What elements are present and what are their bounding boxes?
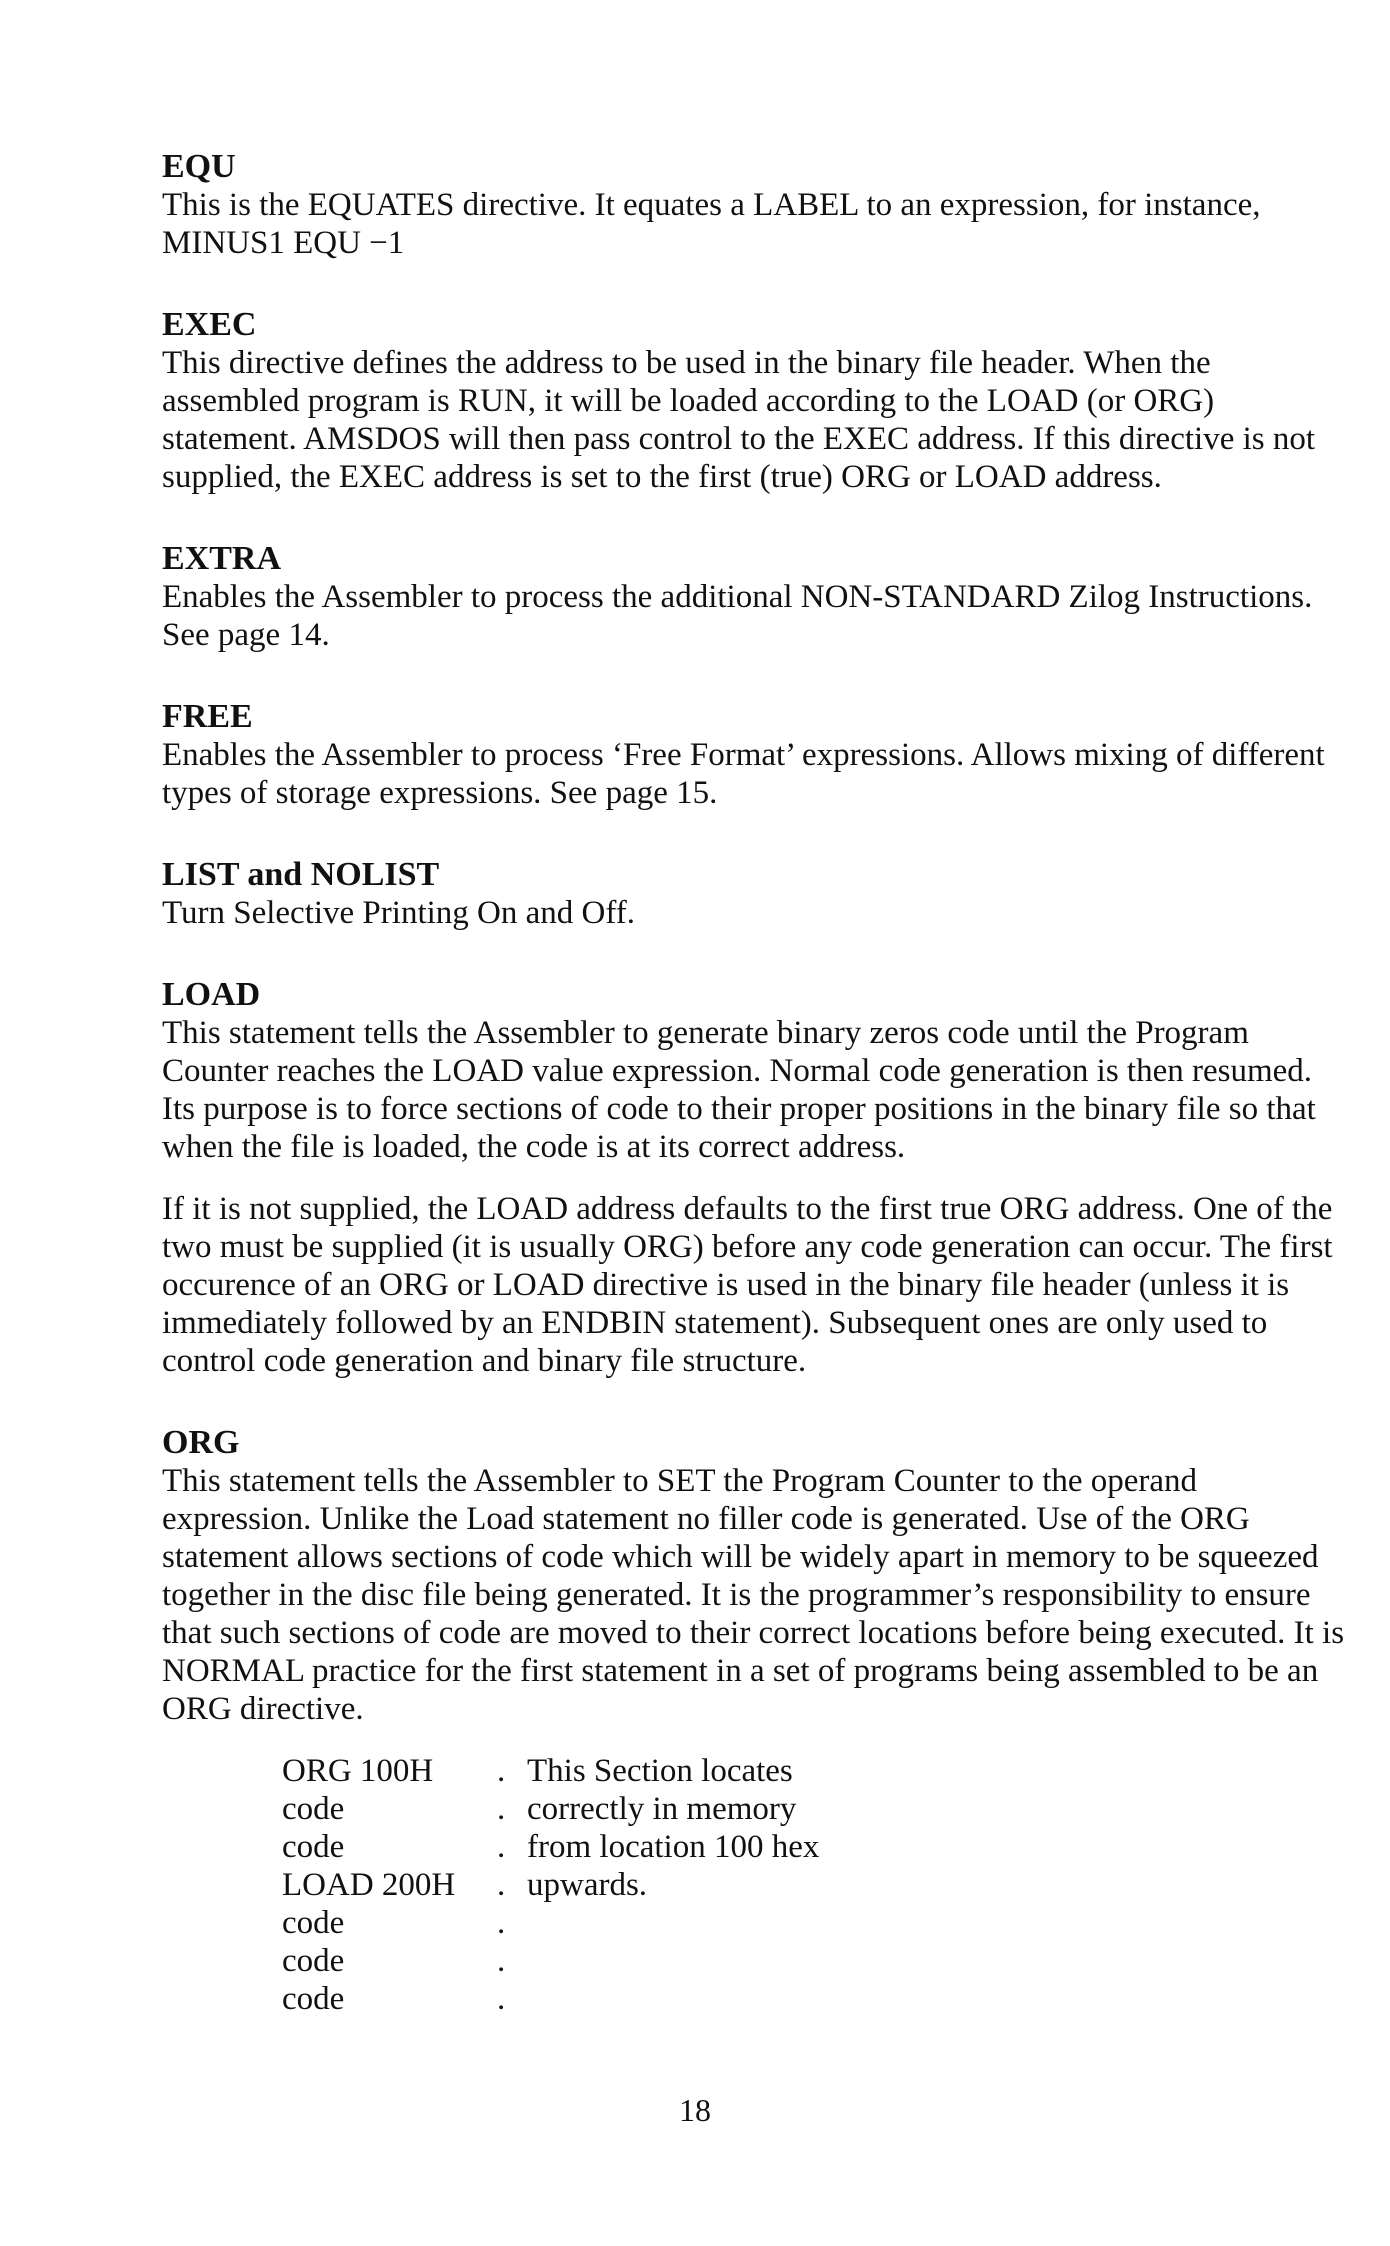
- code-line: [282, 1904, 1352, 1942]
- code-line: [282, 1942, 1352, 1980]
- section-paragraph: This statement tells the Assembler to SET the Program Counter to the operand expression. Unlike the Load statement no filler code is generated. Use of the ORG statement allows sections of code which will be widely apart in memory to be squeezed together in the disc file being generated. It is the programmer’s responsibility to ensure that such sections of code are moved to their correct locations before being executed. It is NORMAL practice for the first statement in a set of programs being assembled to be an ORG directive.: [162, 1463, 1345, 1727]
- section-paragraph: This is the EQUATES directive. It equates a LABEL to an expression, for instance, MINUS1 EQU −1: [162, 187, 1261, 261]
- comment-dot: .: [497, 1829, 506, 1865]
- code-line: [282, 1866, 1352, 1904]
- section-heading: LOAD: [162, 976, 261, 1013]
- comment-dot: .: [497, 1791, 506, 1827]
- manual-page: [162, 148, 1352, 2062]
- code-comment: This Section locates: [527, 1753, 793, 1789]
- code-comment: upwards.: [527, 1867, 648, 1903]
- section-extra: [162, 540, 1352, 654]
- code-statement: code: [282, 1943, 345, 1979]
- comment-dot: .: [497, 1753, 506, 1789]
- section-heading: EXTRA: [162, 540, 282, 577]
- section-heading: FREE: [162, 698, 253, 735]
- code-line: [282, 1980, 1352, 2018]
- code-statement: code: [282, 1791, 345, 1827]
- section-heading: ORG: [162, 1424, 240, 1461]
- code-statement: code: [282, 1981, 345, 2017]
- section-paragraph: Enables the Assembler to process the additional NON-STANDARD Zilog Instructions. See page 14.: [162, 579, 1313, 653]
- comment-dot: .: [497, 1981, 506, 2017]
- section-heading: EQU: [162, 148, 236, 185]
- section-list-nolist: [162, 856, 1352, 932]
- section-equ: [162, 148, 1352, 262]
- section-paragraph: This statement tells the Assembler to generate binary zeros code until the Program Counter reaches the LOAD value expression. Normal code generation is then resumed. Its purpose is to force sections of code to their proper positions in the binary file so that when the file is loaded, the code is at its correct address.: [162, 1015, 1316, 1165]
- section-paragraph: If it is not supplied, the LOAD address defaults to the first true ORG address. One of the two must be supplied (it is usually ORG) before any code generation can occur. The first occurence of an ORG or LOAD directive is used in the binary file header (unless it is immediately followed by an ENDBIN statement). Subsequent ones are only used to control code generation and binary file structure.: [162, 1191, 1333, 1379]
- page-number: 18: [679, 2092, 711, 2128]
- comment-dot: .: [497, 1905, 506, 1941]
- section-exec: [162, 306, 1352, 496]
- code-comment: from location 100 hex: [527, 1829, 820, 1865]
- section-heading: EXEC: [162, 306, 257, 343]
- section-paragraph: Enables the Assembler to process ‘Free Format’ expressions. Allows mixing of different types of storage expressions. See page 15.: [162, 737, 1325, 811]
- code-example: [282, 1752, 1352, 2018]
- code-line: [282, 1752, 1352, 1790]
- section-free: [162, 698, 1352, 812]
- section-heading: LIST and NOLIST: [162, 856, 440, 893]
- code-line: [282, 1828, 1352, 1866]
- section-paragraph: This directive defines the address to be used in the binary file header. When the assembled program is RUN, it will be loaded according to the LOAD (or ORG) statement. AMSDOS will then pass control to the EXEC address. If this directive is not supplied, the EXEC address is set to the first (true) ORG or LOAD address.: [162, 345, 1316, 495]
- comment-dot: .: [497, 1943, 506, 1979]
- section-org: [162, 1424, 1352, 2018]
- code-statement: code: [282, 1905, 345, 1941]
- code-statement: ORG 100H: [282, 1753, 434, 1789]
- comment-dot: .: [497, 1867, 506, 1903]
- code-comment: correctly in memory: [527, 1791, 797, 1827]
- code-statement: LOAD 200H: [282, 1867, 456, 1903]
- section-paragraph: Turn Selective Printing On and Off.: [162, 895, 635, 931]
- code-line: [282, 1790, 1352, 1828]
- code-statement: code: [282, 1829, 345, 1865]
- section-load: [162, 976, 1352, 1380]
